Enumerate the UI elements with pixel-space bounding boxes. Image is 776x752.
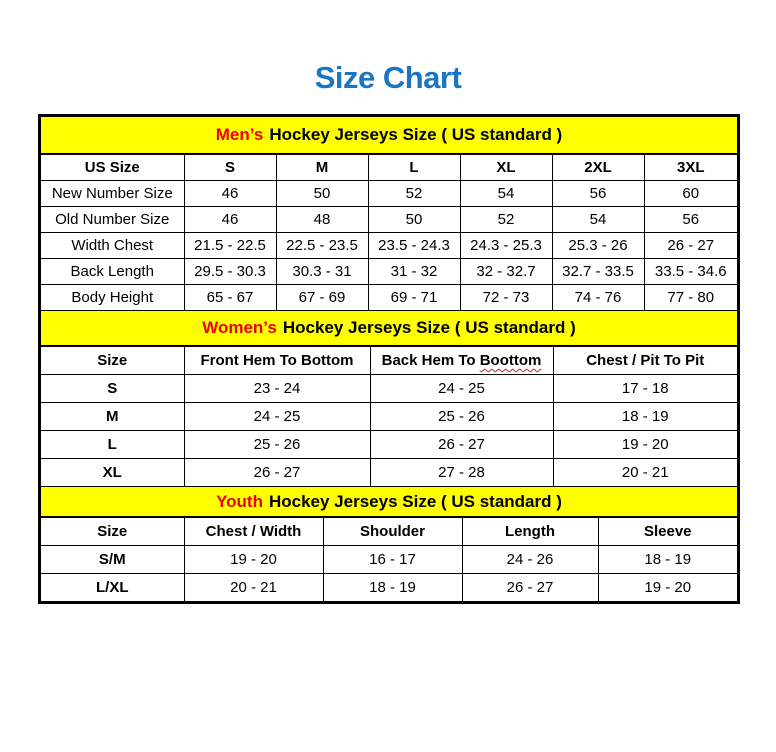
value-cell: 31 - 32 [368,259,460,285]
youth-section-band [41,487,737,518]
table-row [41,207,737,233]
column-header-text: Back Hem To [381,352,476,369]
row-label: Old Number Size [41,207,184,233]
column-header: 2XL [552,155,644,181]
table-row [41,403,737,431]
value-cell: 19 - 20 [598,574,737,602]
size-label: L/XL [41,574,184,602]
womens-header-row [41,347,737,375]
womens-band-text: Hockey Jerseys Size ( US standard ) [282,318,576,337]
value-cell: 72 - 73 [460,285,552,311]
value-cell: 46 [184,207,276,233]
value-cell: 52 [368,181,460,207]
value-cell: 26 - 27 [370,431,553,459]
size-chart-container [38,114,740,604]
mens-header-row [41,155,737,181]
womens-section-band [41,311,737,347]
column-header: Chest / Pit To Pit [553,347,737,375]
womens-size-table [41,347,737,487]
value-cell: 25 - 26 [184,431,370,459]
value-cell: 29.5 - 30.3 [184,259,276,285]
row-label: New Number Size [41,181,184,207]
row-label: Body Height [41,285,184,311]
page-title: Size Chart [314,60,462,95]
row-label: Back Length [41,259,184,285]
value-cell: 24 - 25 [370,375,553,403]
youth-band-highlight: Youth [216,491,263,511]
size-label: S [41,375,184,403]
table-row [41,285,737,311]
value-cell: 24.3 - 25.3 [460,233,552,259]
value-cell: 26 - 27 [462,574,598,602]
column-header: US Size [41,155,184,181]
table-row [41,546,737,574]
youth-band-text: Hockey Jerseys Size ( US standard ) [268,491,562,511]
value-cell: 18 - 19 [553,403,737,431]
size-label: XL [41,459,184,487]
column-header: Chest / Width [184,518,323,546]
column-header: Size [41,347,184,375]
value-cell: 19 - 20 [184,546,323,574]
value-cell: 20 - 21 [184,574,323,602]
value-cell: 54 [552,207,644,233]
value-cell: 74 - 76 [552,285,644,311]
value-cell: 23 - 24 [184,375,370,403]
column-header: S [184,155,276,181]
column-header: L [368,155,460,181]
mens-band-highlight: Men’s [215,125,264,144]
value-cell: 18 - 19 [598,546,737,574]
youth-header-row [41,518,737,546]
value-cell: 16 - 17 [323,546,462,574]
value-cell: 24 - 26 [462,546,598,574]
value-cell: 30.3 - 31 [276,259,368,285]
value-cell: 21.5 - 22.5 [184,233,276,259]
value-cell: 17 - 18 [553,375,737,403]
youth-size-table [41,518,737,601]
value-cell: 22.5 - 23.5 [276,233,368,259]
table-row [41,574,737,602]
column-header: Size [41,518,184,546]
mens-section-band [41,117,737,155]
table-row [41,181,737,207]
value-cell: 52 [460,207,552,233]
column-header: Shoulder [323,518,462,546]
value-cell: 25.3 - 26 [552,233,644,259]
value-cell: 26 - 27 [644,233,737,259]
value-cell: 27 - 28 [370,459,553,487]
table-row [41,259,737,285]
value-cell: 48 [276,207,368,233]
value-cell: 65 - 67 [184,285,276,311]
row-label: Width Chest [41,233,184,259]
value-cell: 46 [184,181,276,207]
value-cell: 56 [644,207,737,233]
size-label: L [41,431,184,459]
value-cell: 67 - 69 [276,285,368,311]
value-cell: 25 - 26 [370,403,553,431]
column-header: XL [460,155,552,181]
womens-band-highlight: Women’s [202,318,277,337]
size-label: S/M [41,546,184,574]
value-cell: 33.5 - 34.6 [644,259,737,285]
value-cell: 26 - 27 [184,459,370,487]
value-cell: 18 - 19 [323,574,462,602]
value-cell: 32.7 - 33.5 [552,259,644,285]
misspelled-word: Boottom [479,352,542,369]
column-header: M [276,155,368,181]
value-cell: 50 [368,207,460,233]
value-cell: 32 - 32.7 [460,259,552,285]
table-row [41,233,737,259]
table-row [41,431,737,459]
value-cell: 69 - 71 [368,285,460,311]
value-cell: 19 - 20 [553,431,737,459]
value-cell: 54 [460,181,552,207]
column-header: 3XL [644,155,737,181]
mens-band-text: Hockey Jerseys Size ( US standard ) [269,125,563,144]
column-header: Sleeve [598,518,737,546]
value-cell: 56 [552,181,644,207]
table-row [41,459,737,487]
column-header: Front Hem To Bottom [184,347,370,375]
mens-size-table [41,155,737,311]
value-cell: 50 [276,181,368,207]
size-label: M [41,403,184,431]
column-header: Length [462,518,598,546]
value-cell: 24 - 25 [184,403,370,431]
value-cell: 60 [644,181,737,207]
value-cell: 23.5 - 24.3 [368,233,460,259]
value-cell: 20 - 21 [553,459,737,487]
column-header [370,347,553,375]
table-row [41,375,737,403]
value-cell: 77 - 80 [644,285,737,311]
